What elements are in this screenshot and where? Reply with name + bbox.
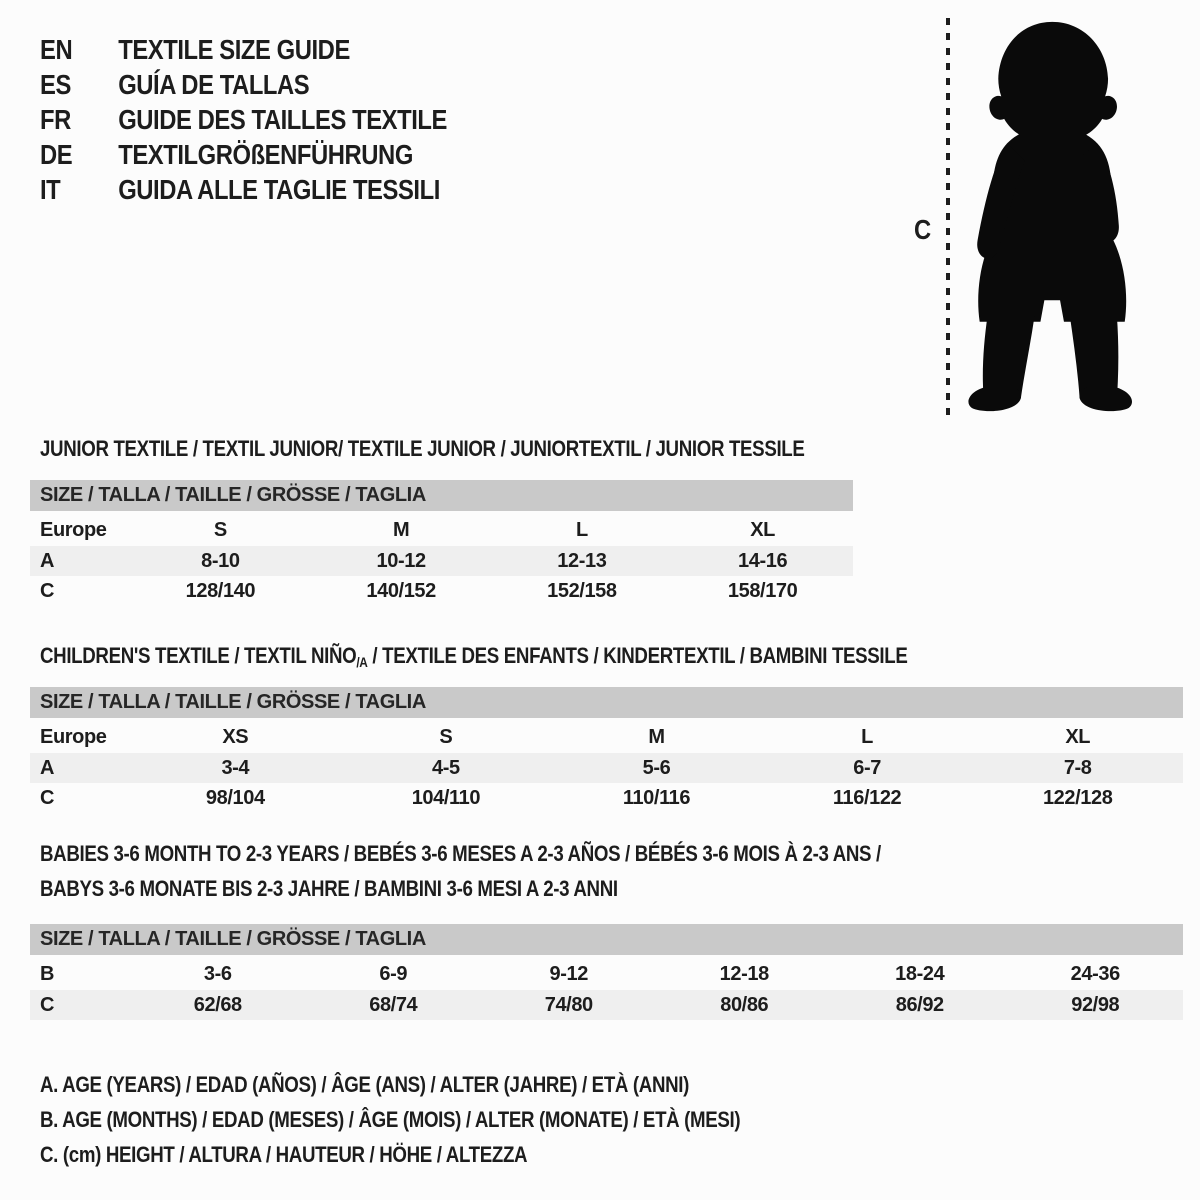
language-row xyxy=(40,67,584,102)
size-cell: 62/68 xyxy=(193,994,242,1016)
table-row-months xyxy=(30,959,1183,990)
size-cell: 140/152 xyxy=(366,580,436,602)
table-row-height xyxy=(30,990,1183,1020)
size-cell: XS xyxy=(222,726,249,748)
size-cell: S xyxy=(213,519,227,541)
size-table-header-bar: SIZE / TALLA / TAILLE / GRÖSSE / TAGLIA xyxy=(30,687,1183,718)
language-code: EN xyxy=(40,34,73,65)
children-heading-subscript: /A xyxy=(356,654,368,670)
height-measure-label: C xyxy=(914,214,932,245)
children-heading-text: CHILDREN'S TEXTILE / TEXTIL NIÑO xyxy=(40,643,357,668)
size-cell: XL xyxy=(750,519,775,541)
size-cell: L xyxy=(861,726,873,748)
language-code: ES xyxy=(40,69,71,100)
language-row xyxy=(40,137,584,172)
legend-line-age-months: B. AGE (MONTHS) / EDAD (MESES) / ÂGE (MOIS) / ALTER (MONATE) / ETÀ (MESI) xyxy=(40,1107,741,1132)
row-label: A xyxy=(40,757,55,779)
language-title: TEXTILE SIZE GUIDE xyxy=(118,34,350,65)
row-label: A xyxy=(40,550,55,572)
size-cell: 104/110 xyxy=(411,787,481,809)
toddler-silhouette xyxy=(968,22,1132,411)
language-title: GUÍA DE TALLAS xyxy=(118,69,310,100)
size-cell: 10-12 xyxy=(376,550,426,572)
children-heading-text: / TEXTILE DES ENFANTS / KINDERTEXTIL / BAMBINI TESSILE xyxy=(367,643,908,668)
junior-size-table xyxy=(30,480,853,607)
size-cell: 122/128 xyxy=(1042,787,1113,809)
size-cell: M xyxy=(392,519,410,541)
size-table-header-bar: SIZE / TALLA / TAILLE / GRÖSSE / TAGLIA xyxy=(30,924,1183,955)
row-label: Europe xyxy=(40,726,107,748)
size-cell: S xyxy=(439,726,453,748)
language-title: TEXTILGRÖßENFÜHRUNG xyxy=(118,139,413,170)
size-cell: 98/104 xyxy=(205,787,265,809)
size-cell: 8-10 xyxy=(201,550,240,572)
size-cell: 116/122 xyxy=(832,787,902,809)
size-cell: 7-8 xyxy=(1063,757,1092,779)
children-size-table xyxy=(30,687,1183,814)
size-cell: 152/158 xyxy=(547,580,617,602)
size-cell: 3-4 xyxy=(221,757,250,779)
junior-section-heading: JUNIOR TEXTILE / TEXTIL JUNIOR/ TEXTILE JUNIOR / JUNIORTEXTIL / JUNIOR TESSILE xyxy=(40,436,805,461)
row-label: B xyxy=(40,963,55,985)
size-cell: 24-36 xyxy=(1070,963,1120,985)
size-cell: M xyxy=(648,726,665,748)
babies-size-table xyxy=(30,924,1183,1020)
row-label: C xyxy=(40,787,55,809)
legend-line-age-years: A. AGE (YEARS) / EDAD (AÑOS) / ÂGE (ANS) / ALTER (JAHRE) / ETÀ (ANNI) xyxy=(40,1072,690,1097)
babies-section-heading-line1: BABIES 3-6 MONTH TO 2-3 YEARS / BEBÉS 3-6 MESES A 2-3 AÑOS / BÉBÉS 3-6 MOIS À 2-3 ANS / xyxy=(40,841,881,866)
table-row-europe xyxy=(30,515,853,546)
table-row-height xyxy=(30,576,853,607)
language-title: GUIDA ALLE TAGLIE TESSILI xyxy=(118,174,440,205)
row-label: Europe xyxy=(40,519,107,541)
language-row xyxy=(40,32,584,67)
size-cell: 12-18 xyxy=(719,963,769,985)
size-cell: 6-7 xyxy=(853,757,881,779)
size-cell: 9-12 xyxy=(549,963,588,985)
size-cell: 128/140 xyxy=(185,580,256,602)
language-row xyxy=(40,102,584,137)
row-label: C xyxy=(40,994,55,1016)
size-cell: XL xyxy=(1065,726,1091,748)
table-row-age xyxy=(30,753,1183,783)
size-cell: 158/170 xyxy=(727,580,798,602)
language-title: GUIDE DES TAILLES TEXTILE xyxy=(118,104,447,135)
size-cell: 110/116 xyxy=(622,787,691,809)
table-row-height xyxy=(30,783,1183,814)
legend-line-height: C. (cm) HEIGHT / ALTURA / HAUTEUR / HÖHE / ALTEZZA xyxy=(40,1142,528,1167)
language-code: DE xyxy=(40,139,73,170)
table-row-europe xyxy=(30,722,1183,753)
babies-section-heading-line2: BABYS 3-6 MONATE BIS 2-3 JAHRE / BAMBINI 3-6 MESI A 2-3 ANNI xyxy=(40,876,618,901)
language-code: FR xyxy=(40,104,71,135)
size-cell: 86/92 xyxy=(895,994,944,1016)
row-label: C xyxy=(40,580,55,602)
size-cell: 12-13 xyxy=(557,550,607,572)
size-cell: L xyxy=(575,519,588,541)
language-row xyxy=(40,172,584,207)
size-cell: 80/86 xyxy=(720,994,769,1016)
size-cell: 6-9 xyxy=(379,963,408,985)
size-cell: 18-24 xyxy=(895,963,945,985)
size-cell: 14-16 xyxy=(738,550,788,572)
table-row-age xyxy=(30,546,853,576)
language-title-list xyxy=(40,32,584,207)
size-cell: 4-5 xyxy=(432,757,460,779)
size-cell: 68/74 xyxy=(369,994,418,1016)
size-table-header-bar: SIZE / TALLA / TAILLE / GRÖSSE / TAGLIA xyxy=(30,480,853,511)
language-code: IT xyxy=(40,174,61,205)
size-cell: 5-6 xyxy=(642,757,671,779)
toddler-silhouette-figure xyxy=(896,14,1146,420)
size-cell: 3-6 xyxy=(203,963,232,985)
size-cell: 92/98 xyxy=(1071,994,1120,1016)
children-section-heading xyxy=(40,643,908,671)
size-cell: 74/80 xyxy=(544,994,593,1016)
